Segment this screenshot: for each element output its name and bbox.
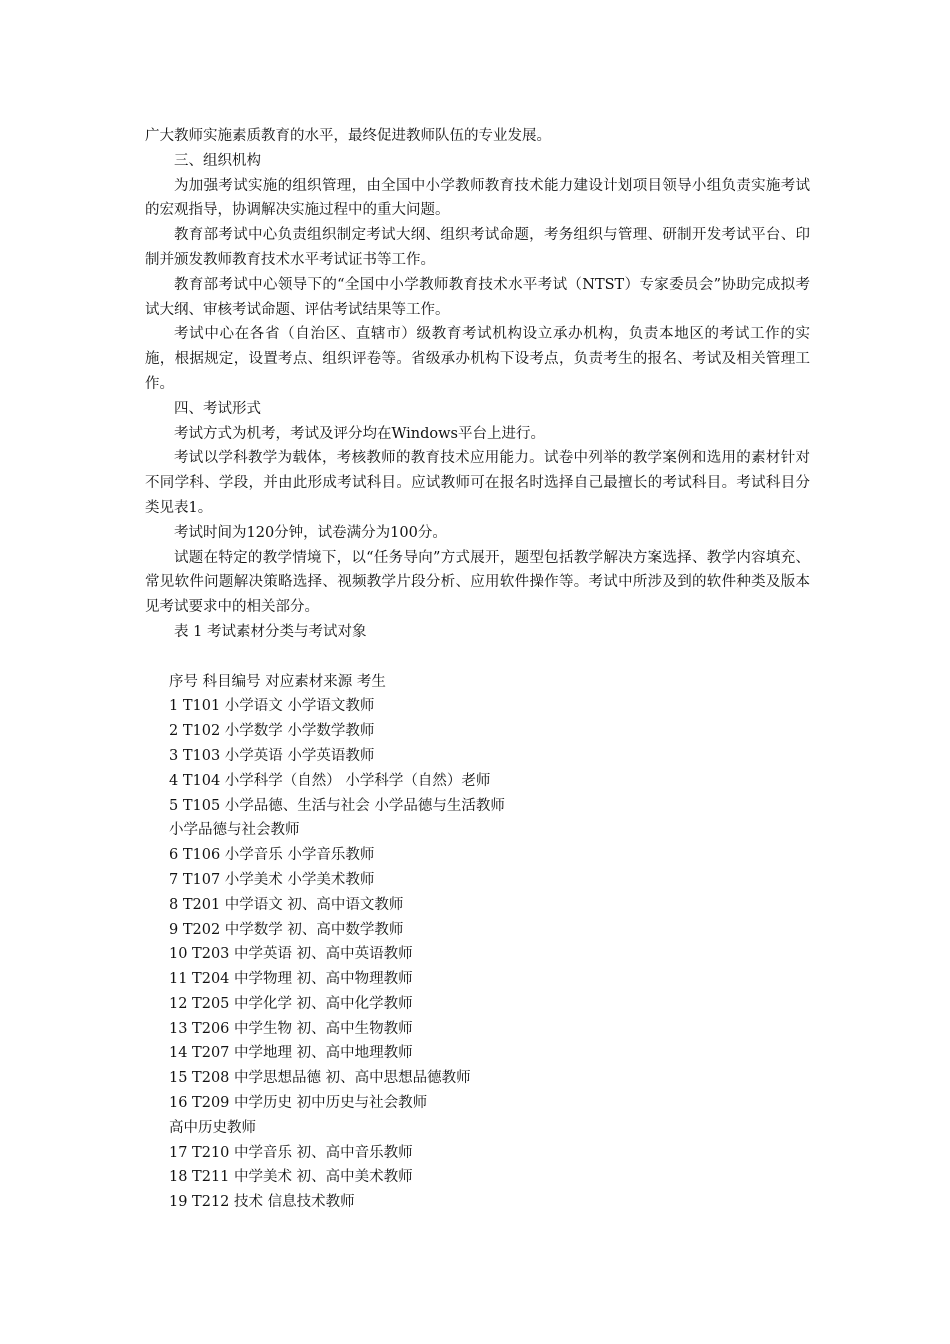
- body-paragraphs: [145, 124, 810, 645]
- table-row: 4 T104 小学科学（自然） 小学科学（自然）老师: [169, 772, 491, 789]
- table-row: 18 T211 中学美术 初、高中美术教师: [169, 1169, 413, 1186]
- paragraph-exam-subjects: 考试以学科教学为载体，考核教师的教育技术应用能力。试卷中列举的教学案例和选用的素材针对不同学科、学段，并由此形成考试科目。应试教师可在报名时选择自己最擅长的考试科目。考试科目分类见表1。: [145, 450, 810, 516]
- table-row: 17 T210 中学音乐 初、高中音乐教师: [169, 1144, 413, 1161]
- table-row: 16 T209 中学历史 初中历史与社会教师: [169, 1095, 428, 1112]
- table-row: 19 T212 技术 信息技术教师: [169, 1194, 355, 1211]
- paragraph-intro-continuation: 广大教师实施素质教育的水平，最终促进教师队伍的专业发展。: [145, 128, 551, 144]
- table-row: 8 T201 中学语文 初、高中语文教师: [169, 896, 404, 913]
- paragraph-expert-committee: 教育部考试中心领导下的“全国中小学教师教育技术水平考试（NTST）专家委员会”协助完成拟考试大纲、审核考试命题、评估考试结果等工作。: [145, 276, 810, 318]
- table-caption: 表 1 考试素材分类与考试对象: [174, 623, 367, 640]
- section-heading-exam-format: 四、考试形式: [174, 400, 261, 417]
- table-row-continuation: 小学品德与社会教师: [169, 822, 300, 839]
- table-row: 10 T203 中学英语 初、高中英语教师: [169, 946, 413, 963]
- table-row: 7 T107 小学美术 小学美术教师: [169, 871, 375, 888]
- table-row: 11 T204 中学物理 初、高中物理教师: [169, 971, 413, 988]
- paragraph-exam-method: 考试方式为机考，考试及评分均在Windows平台上进行。: [174, 425, 545, 442]
- paragraph-exam-duration: 考试时间为120分钟，试卷满分为100分。: [174, 524, 447, 541]
- table-row: 6 T106 小学音乐 小学音乐教师: [169, 847, 375, 864]
- table-row: 15 T208 中学思想品德 初、高中思想品德教师: [169, 1070, 471, 1087]
- paragraph-exam-center-duties: 教育部考试中心负责组织制定考试大纲、组织考试命题，考务组织与管理、研制开发考试平台、印制并颁发教师教育技术水平考试证书等工作。: [145, 227, 810, 268]
- table-row: 2 T102 小学数学 小学数学教师: [169, 723, 375, 740]
- table-row: 14 T207 中学地理 初、高中地理教师: [169, 1045, 413, 1062]
- table-row: 3 T103 小学英语 小学英语教师: [169, 747, 375, 764]
- paragraph-question-types: 试题在特定的教学情境下，以“任务导向”方式展开，题型包括教学解决方案选择、教学内容填充、常见软件问题解决策略选择、视频教学片段分析、应用软件操作等。考试中所涉及到的软件种类及版本见考试要求中的相关部分。: [145, 549, 810, 616]
- table-row: 9 T202 中学数学 初、高中数学教师: [169, 921, 404, 938]
- document-page: [145, 124, 810, 1215]
- table-row: 12 T205 中学化学 初、高中化学教师: [169, 995, 413, 1012]
- paragraph-organization-leadership: 为加强考试实施的组织管理，由全国中小学教师教育技术能力建设计划项目领导小组负责实施考试的宏观指导，协调解决实施过程中的重大问题。: [145, 177, 810, 219]
- table-row: 5 T105 小学品德、生活与社会 小学品德与生活教师: [169, 797, 505, 814]
- table-row: 1 T101 小学语文 小学语文教师: [169, 698, 375, 715]
- paragraph-provincial-agencies: 考试中心在各省（自治区、直辖市）级教育考试机构设立承办机构，负责本地区的考试工作的实施，根据规定，设置考点、组织评卷等。省级承办机构下设考点，负责考生的报名、考试及相关管理工作。: [145, 326, 810, 392]
- section-heading-organization: 三、组织机构: [174, 152, 261, 169]
- spacer: [145, 645, 810, 670]
- table-row: 13 T206 中学生物 初、高中生物教师: [169, 1020, 413, 1037]
- table-header-row: 序号 科目编号 对应素材来源 考生: [169, 673, 386, 690]
- subject-table: [145, 670, 810, 1216]
- table-row-continuation: 高中历史教师: [169, 1119, 256, 1136]
